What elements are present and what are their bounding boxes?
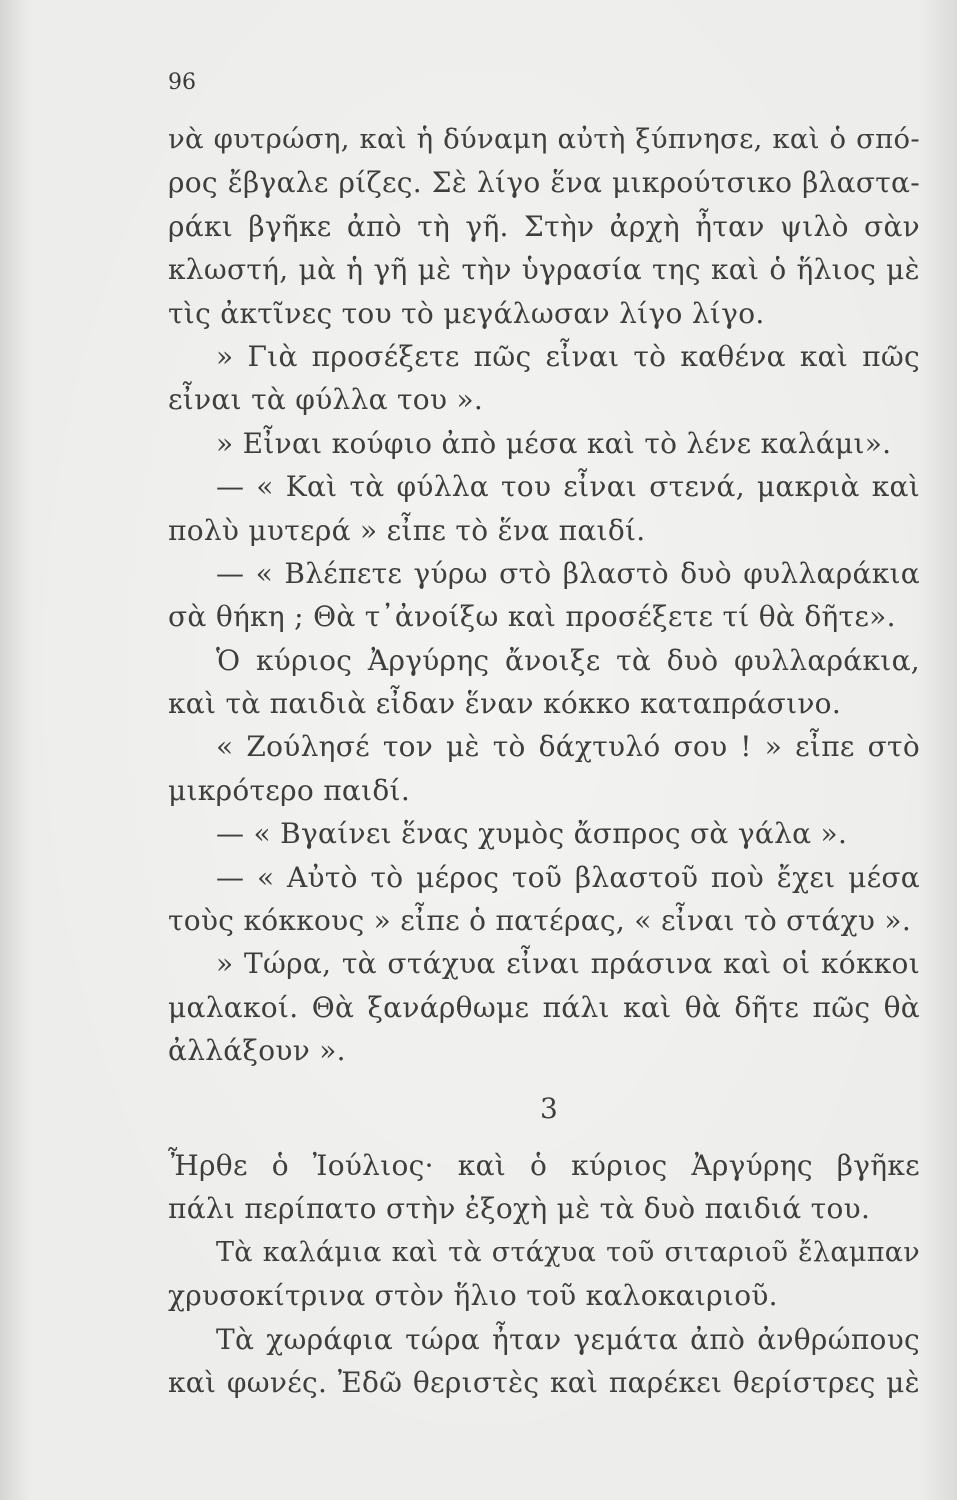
text-line: Τὰ χωράφια τώρα ἦταν γεμάτα ἀπὸ ἀνθρώπους <box>216 1322 920 1356</box>
text-line: μικρότερο παιδί. <box>168 773 411 807</box>
text-line: Τὰ καλάμια καὶ τὰ στάχυα τοῦ σιταριοῦ ἔλαμπαν <box>216 1236 920 1268</box>
text-line: « Ζούλησέ τον μὲ τὸ δάχτυλό σου ! » εἶπε στὸ <box>216 730 920 764</box>
text-line: τοὺς κόκκους » εἶπε ὁ πατέρας, « εἶναι τὸ στάχυ ». <box>168 904 912 938</box>
text-line: Ἦρθε ὁ Ἰούλιος· καὶ ὁ κύριος Ἀργύρης βγῆκε <box>168 1148 920 1182</box>
page-number: 96 <box>168 70 196 95</box>
text-line: τὶς ἀκτῖνες του τὸ μεγάλωσαν λίγο λίγο. <box>168 296 765 330</box>
section-number: 3 <box>539 1091 559 1125</box>
text-line: κλωστή, μὰ ἡ γῆ μὲ τὴν ὑγρασία της καὶ ὁ ἥλιος μὲ <box>168 253 920 287</box>
text-line: ράκι βγῆκε ἀπὸ τὴ γῆ. Στὴν ἀρχὴ ἦταν ψιλὸ σὰν <box>168 209 920 243</box>
text-line: » Γιὰ προσέξετε πῶς εἶναι τὸ καθένα καὶ πῶς <box>216 339 920 373</box>
text-line: νὰ φυτρώση, καὶ ἡ δύναμη αὐτὴ ξύπνησε, καὶ ὁ σπό- <box>168 123 920 155</box>
text-line: χρυσοκίτρινα στὸν ἥλιο τοῦ καλοκαιριοῦ. <box>168 1279 778 1313</box>
text-line: Ὁ κύριος Ἀργύρης ἄνοιξε τὰ δυὸ φυλλαράκια, <box>216 643 920 677</box>
text-line: — « Βλέπετε γύρω στὸ βλαστὸ δυὸ φυλλαράκια <box>216 556 920 590</box>
text-line: ἀλλάξουν ». <box>168 1034 346 1068</box>
text-line: — « Βγαίνει ἕνας χυμὸς ἄσπρος σὰ γάλα ». <box>216 817 848 851</box>
text-line: » Εἶναι κούφιο ἀπὸ μέσα καὶ τὸ λένε καλάμι». <box>216 426 892 460</box>
text-line: — « Καὶ τὰ φύλλα του εἶναι στενά, μακριὰ καὶ <box>216 470 920 504</box>
text-line: καὶ φωνές. Ἐδῶ θεριστὲς καὶ παρέκει θερίστρες μὲ <box>168 1365 920 1399</box>
body-text <box>168 118 920 1404</box>
text-line: καὶ τὰ παιδιὰ εἶδαν ἕναν κόκκο καταπράσινο. <box>168 687 842 721</box>
text-line: — « Αὐτὸ τὸ μέρος τοῦ βλαστοῦ ποὺ ἔχει μέσα <box>216 860 920 894</box>
text-line: πολὺ μυτερά » εἶπε τὸ ἕνα παιδί. <box>168 513 646 547</box>
text-line: μαλακοί. Θὰ ξανάρθωμε πάλι καὶ θὰ δῆτε πῶς θὰ <box>168 990 920 1024</box>
text-line: εἶναι τὰ φύλλα του ». <box>168 383 484 417</box>
text-line: ρος ἔβγαλε ρίζες. Σὲ λίγο ἕνα μικρούτσικο βλαστα- <box>168 166 920 200</box>
text-line: » Τώρα, τὰ στάχυα εἶναι πράσινα καὶ οἱ κόκκοι <box>216 947 920 981</box>
text-line: σὰ θήκη ; Θὰ τ᾽ἀνοίξω καὶ προσέξετε τί θὰ δῆτε». <box>168 600 896 634</box>
text-line: πάλι περίπατο στὴν ἐξοχὴ μὲ τὰ δυὸ παιδιά του. <box>168 1192 871 1226</box>
